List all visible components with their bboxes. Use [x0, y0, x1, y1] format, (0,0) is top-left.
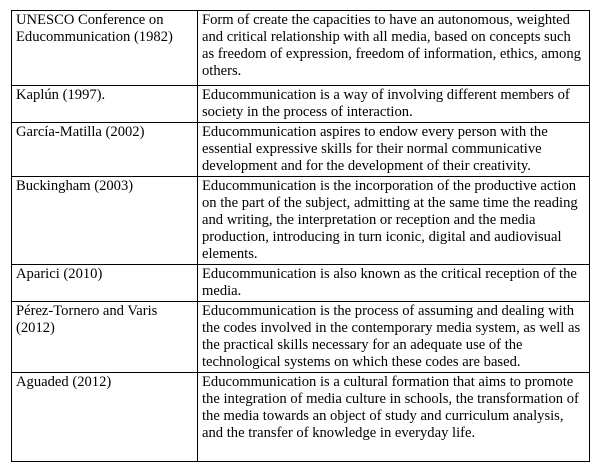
author-cell: Aparici (2010) [12, 265, 198, 302]
table-row [12, 373, 590, 462]
definition-cell: Educommunication is the incorporation of the productive action on the part of the subject, admitting at the same time the reading and writing, the interpretation or reception and the media production, introducing in turn iconic, digital and audiovisual elements. [198, 177, 590, 265]
author-cell: UNESCO Conference on Educommunication (1982) [12, 11, 198, 86]
table-row [12, 86, 590, 123]
definition-cell: Educommunication is a cultural formation that aims to promote the integration of media culture in schools, the transformation of the media towards an object of study and curriculum analysis, and the transfer of knowledge in everyday life. [198, 373, 590, 462]
table-row [12, 265, 590, 302]
author-cell: García-Matilla (2002) [12, 123, 198, 177]
table-row [12, 123, 590, 177]
author-cell: Buckingham (2003) [12, 177, 198, 265]
definition-cell: Educommunication is also known as the critical reception of the media. [198, 265, 590, 302]
author-cell: Pérez-Tornero and Varis (2012) [12, 302, 198, 373]
definition-cell: Educommunication is a way of involving different members of society in the process of interaction. [198, 86, 590, 123]
author-cell: Aguaded (2012) [12, 373, 198, 462]
definition-cell: Educommunication aspires to endow every person with the essential expressive skills for their normal communicative development and for the development of their creativity. [198, 123, 590, 177]
table-row [12, 177, 590, 265]
definition-cell: Educommunication is the process of assuming and dealing with the codes involved in the contemporary media system, as well as the practical skills necessary for an adequate use of the technological systems on which these codes are based. [198, 302, 590, 373]
definitions-table [11, 10, 590, 462]
definition-cell: Form of create the capacities to have an autonomous, weighted and critical relationship with all media, based on concepts such as freedom of expression, freedom of information, ethics, among others. [198, 11, 590, 86]
table-row [12, 302, 590, 373]
table-row [12, 11, 590, 86]
author-cell: Kaplún (1997). [12, 86, 198, 123]
